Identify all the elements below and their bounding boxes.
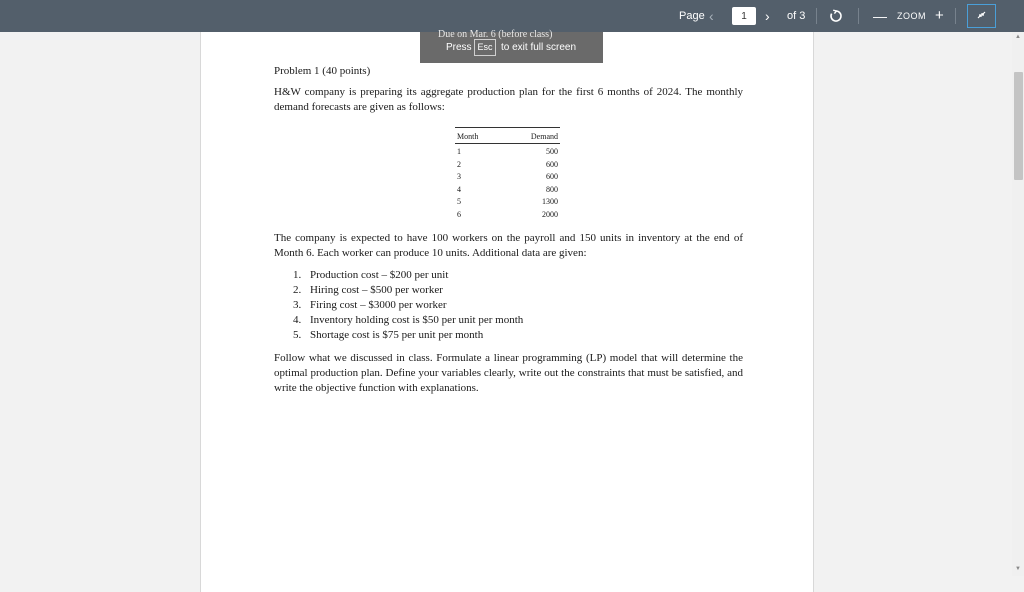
month-cell: 3 (457, 172, 461, 182)
table-header-row (455, 128, 560, 144)
demand-cell: 800 (546, 184, 558, 194)
table-row (455, 171, 560, 184)
demand-cell: 600 (546, 159, 558, 169)
table-row (455, 209, 560, 222)
list-number: 4. (293, 314, 302, 326)
notice-exit-text: to exit full screen (501, 42, 577, 53)
list-number: 5. (293, 329, 302, 341)
page-number-input[interactable] (732, 7, 756, 25)
list-text: Hiring cost – $500 per worker (310, 284, 443, 296)
table-row (455, 144, 560, 159)
workforce-paragraph: The company is expected to have 100 workers on the payroll and 150 units in inventory at the end of Month 6. Each worker can produce 10 units. Additional data are given: (274, 232, 743, 259)
list-text: Production cost – $200 per unit (310, 269, 449, 281)
due-date-partial: Due on Mar. 6 (before class) (438, 29, 553, 40)
zoom-in-button[interactable]: + (935, 7, 944, 24)
prev-page-button[interactable]: ‹ (709, 8, 714, 24)
list-item (293, 268, 523, 283)
intro-paragraph: H&W company is preparing its aggregate production plan for the first 6 months of 2024. The monthly demand forecasts are given as follows: (274, 86, 743, 113)
esc-key-badge: Esc (474, 39, 496, 56)
scroll-down-icon[interactable]: ▼ (1015, 566, 1021, 572)
next-page-button[interactable]: › (765, 8, 770, 24)
scroll-up-icon[interactable]: ▲ (1015, 34, 1021, 40)
list-text: Inventory holding cost is $50 per unit per month (310, 314, 524, 326)
scrollbar-thumb[interactable] (1014, 72, 1023, 180)
list-item (293, 298, 523, 313)
list-text: Shortage cost is $75 per unit per month (310, 329, 484, 341)
table-row (455, 184, 560, 197)
toolbar-divider (816, 8, 817, 24)
zoom-label: ZOOM (897, 11, 926, 21)
table-row (455, 196, 560, 209)
collapse-icon (968, 5, 995, 27)
list-number: 1. (293, 269, 302, 281)
list-item (293, 328, 523, 343)
table-row (455, 159, 560, 172)
toolbar-divider (858, 8, 859, 24)
instructions-paragraph: Follow what we discussed in class. Formulate a linear programming (LP) model that will determine the optimal production plan. Define your variables clearly, write out the constraints that must be satisfied, and write the objective function with explanations. (274, 352, 743, 394)
month-header: Month (455, 128, 502, 144)
demand-cell: 600 (546, 172, 558, 182)
toolbar-divider (955, 8, 956, 24)
list-number: 2. (293, 284, 302, 296)
list-text: Firing cost – $3000 per worker (310, 299, 447, 311)
demand-cell: 1300 (542, 197, 558, 207)
zoom-out-button[interactable]: — (873, 8, 887, 24)
viewer-toolbar (0, 0, 1024, 32)
cost-list (293, 268, 523, 343)
notice-press-text: Press (446, 42, 472, 53)
fullscreen-notice (420, 29, 603, 63)
problem-title: Problem 1 (40 points) (274, 65, 371, 77)
page-label: Page (679, 10, 705, 22)
exit-fullscreen-button[interactable] (967, 4, 996, 28)
rotate-icon (829, 9, 843, 23)
month-cell: 6 (457, 209, 461, 219)
list-item (293, 313, 523, 328)
list-number: 3. (293, 299, 302, 311)
page-count: of 3 (787, 10, 806, 22)
demand-table (455, 127, 560, 222)
demand-cell: 2000 (542, 209, 558, 219)
demand-header: Demand (502, 128, 560, 144)
list-item (293, 283, 523, 298)
month-cell: 2 (457, 159, 461, 169)
month-cell: 4 (457, 184, 461, 194)
month-cell: 1 (457, 147, 461, 156)
month-cell: 5 (457, 197, 461, 207)
rotate-button[interactable] (829, 0, 843, 32)
document-page (200, 29, 814, 592)
demand-cell: 500 (546, 147, 558, 156)
